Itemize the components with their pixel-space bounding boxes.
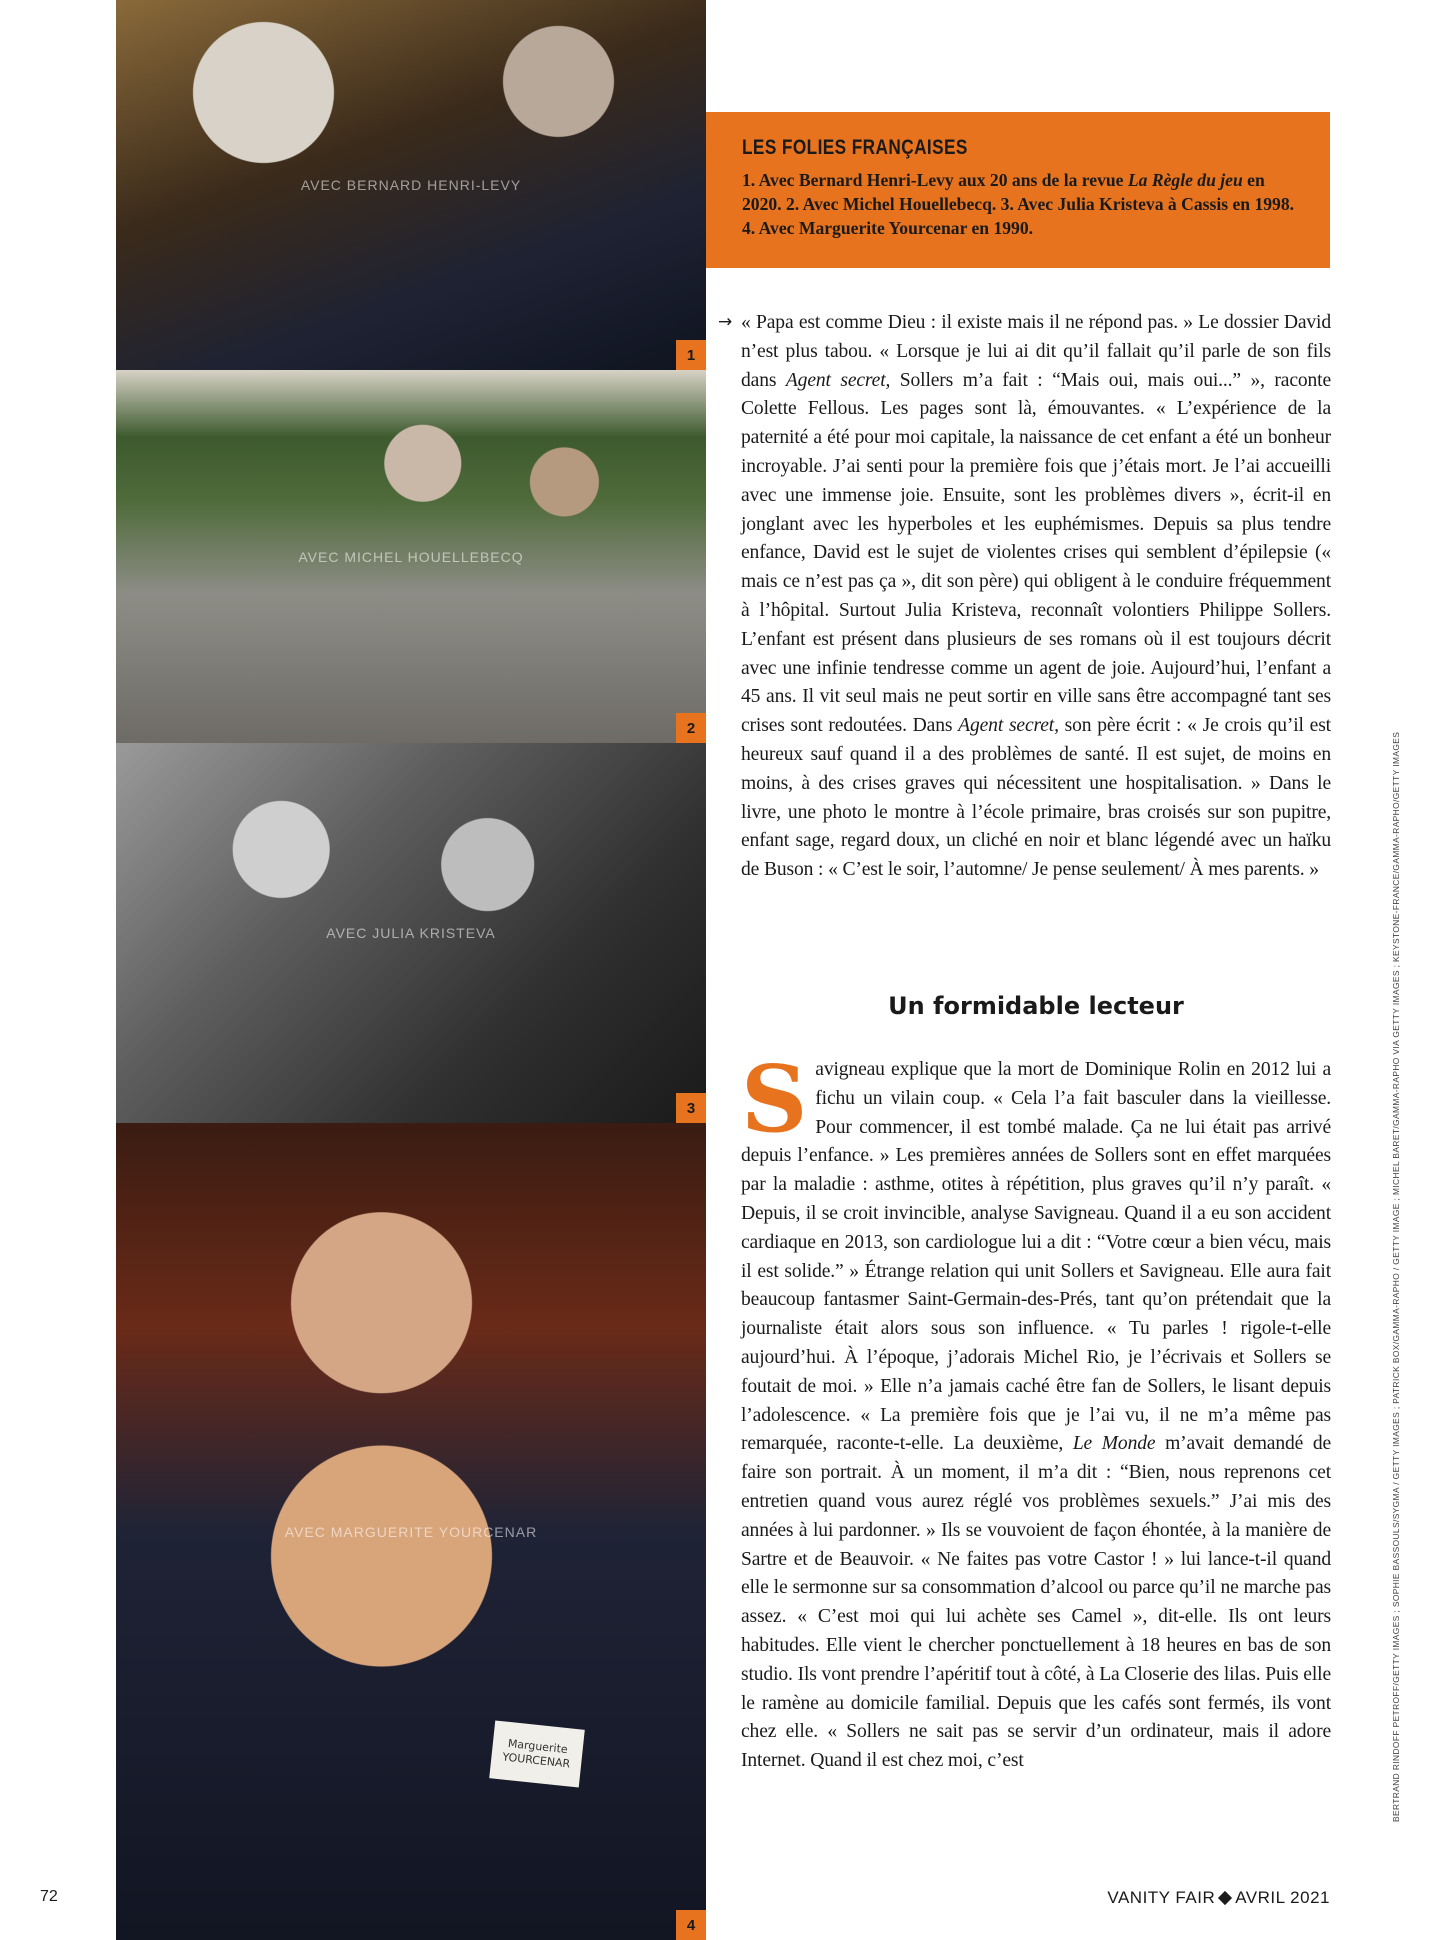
drop-cap: S [741, 1045, 808, 1153]
article-body-2 [741, 1045, 1332, 1776]
name-tag-line: Marguerite [507, 1736, 569, 1756]
text-run: « Papa est comme Dieu : il existe mais il ne répond pas. » Le dossier David n’est plus tabou. « Lorsque je lui ai dit qu’il fallait qu’il parle de son fils dans [741, 312, 1331, 391]
photo-number: 3 [676, 1093, 706, 1123]
article-body [741, 309, 1331, 885]
photo-number: 4 [676, 1910, 706, 1940]
caption-italic: La Règle du jeu [1127, 170, 1243, 190]
paragraph [741, 309, 1331, 885]
text-run: avigneau explique que la mort de Dominique Rolin en 2012 lui a fichu un vilain coup. « Cela l’a fait basculer dans la vieillesse. Pour commencer, il est tombé malade. Ça ne lui était pas arrivé depuis l’enfance. » Les premières années de Sollers sont en effet marquées par la maladie : asthme, otites à répétition, plus graves qu’il n’y paraît. « Depuis, il se croit invincible, analyse Savigneau. Quand il a eu son accident cardiaque en 2013, son cardiologue lui a dit : “Votre cœur a bien vécu, mais il est solide.” » Étrange relation qui unit Sollers et Savigneau. Elle aura fait beaucoup fantasmer Saint-Germain-des-Prés, tant qu’on prétendait que la journaliste était alors sous son influence. « Tu parles ! rigole-t-elle aujourd’hui. À l’époque, j’adorais Michel Rio, je l’écrivais et Sollers se foutait de moi. » Elle n’a jamais caché être fan de Sollers, le lisant depuis l’adolescence. « La première fois que je l’ai vu, il ne m’a même pas remarquée, raconte-t-elle. La deuxième, [741, 1059, 1331, 1455]
continuation-arrow-icon: → [718, 312, 733, 332]
photo-caption-ref: AVEC JULIA KRISTEVA [326, 925, 496, 941]
paragraph [741, 1045, 1332, 1776]
footer-magazine [1107, 1888, 1330, 1908]
section-subheading: Un formidable lecteur [888, 992, 1184, 1020]
caption-title: LES FOLIES FRANÇAISES [742, 136, 968, 159]
photo-julia-kristeva [116, 743, 706, 1123]
caption-part: en 2020. 2. Avec Michel Houellebecq. 3. Avec Julia Kristeva à Cassis en 1998. 4. Avec Marguerite Yourcenar en 1990. [742, 170, 1295, 238]
photo-number: 2 [676, 713, 706, 743]
photo-caption-ref: AVEC MARGUERITE YOURCENAR [284, 1523, 538, 1540]
issue-date: AVRIL 2021 [1235, 1888, 1330, 1907]
text-run: m’avait demandé de faire son portrait. À un moment, il m’a dit : “Bien, nous reprenons cet entretien quand vous aurez réglé vos problèmes sexuels.” J’ai mis des années à lui pardonner. » Ils se vouvoient de façon éhontée, à la manière de Sartre et de Beauvoir. « Ne faites pas votre Castor ! » lui lance-t-il quand elle le sermonne sur sa consommation d’alcool ou parce qu’il ne marche pas assez. « C’est moi qui lui achète ses Camel », dit-elle. Ils ont leurs habitudes. Elle vient le chercher ponctuellement à 18 heures en bas de son studio. Ils vont prendre l’apéritif tout à côté, à La Closerie des lilas. Puis elle le ramène au domicile familial. Depuis que les cafés sont fermés, ils vont chez elle. « Sollers ne sait pas se servir d’un ordinateur, mais il adore Internet. Quand il est chez moi, c’est [741, 1433, 1332, 1772]
diamond-icon [1218, 1891, 1232, 1905]
photo-marguerite-yourcenar [116, 1123, 706, 1940]
name-tag-line: YOURCENAR [501, 1750, 571, 1771]
photo-caption-ref: AVEC MICHEL HOUELLEBECQ [298, 548, 524, 565]
publication-title: Le Monde [1072, 1433, 1156, 1455]
book-title: Agent secret, [785, 369, 891, 391]
photo-michel-houellebecq [116, 370, 706, 743]
text-run: Sollers m’a fait : “Mais oui, mais oui...” », raconte Colette Fellous. Les pages sont là, émouvantes. « L’expérience de la paternité a été pour moi capitale, la naissance de cet enfant a été un bonheur incroyable. J’ai senti pour la première fois que j’étais mort. Je l’ai accueilli avec une immense joie. Ensuite, sont les problèmes divers », écrit-il en jonglant avec les hyperboles et les euphémismes. Depuis sa plus tendre enfance, David est le sujet de violentes crises qui semblent d’épilepsie (« mais ce n’est pas ça », dit son père) qui obligent à le conduire fréquemment à l’hôpital. Surtout Julia Kristeva, reconnaît volontiers Philippe Sollers. L’enfant est présent dans plusieurs de ses romans où il est toujours décrit avec une infinie tendresse comme un agent de joie. Aujourd’hui, l’enfant a 45 ans. Il vit seul mais ne peut sortir en ville sans être accompagné tant ses crises sont redoutées. Dans [741, 369, 1331, 737]
magazine-name: VANITY FAIR [1107, 1888, 1216, 1907]
photo-bernard-henri-levy [116, 0, 706, 370]
photo-credits: BERTRAND RINDOFF PETROFF/GETTY IMAGES ; SOPHIE BASSOULS/SYGMA / GETTY IMAGES ; PATRICK BOX/GAMMA-RAPHO / GETTY IMAGE ; MICHEL BARET/GAMMA-RAPHO VIA GETTY IMAGES ; KEYSTONE-FRANCE/GAMMA-RAPHO/GETTY IMAGES [1391, 731, 1401, 1822]
caption-box [706, 112, 1330, 268]
photo-caption-ref: AVEC BERNARD HENRI-LEVY [300, 177, 522, 193]
caption-part: 1. Avec Bernard Henri-Levy aux 20 ans de la revue [742, 170, 1128, 190]
caption-text [742, 168, 1300, 240]
text-run: son père écrit : « Je crois qu’il est heureux sauf quand il a des problèmes de santé. Il est sujet, de moins en moins, à des crises graves qui nécessitent une hospitalisation. » Dans le livre, une photo le montre à l’école primaire, bras croisés sur son pupitre, enfant sage, regard doux, un cliché en noir et blanc légendé avec un haïku de Buson : « C’est le soir, l’automne/ Je pense seulement/ À mes parents. » [741, 715, 1331, 881]
book-title: Agent secret, [958, 715, 1059, 737]
page-number: 72 [40, 1888, 58, 1905]
photo-number: 1 [676, 340, 706, 370]
name-tag [489, 1720, 585, 1787]
